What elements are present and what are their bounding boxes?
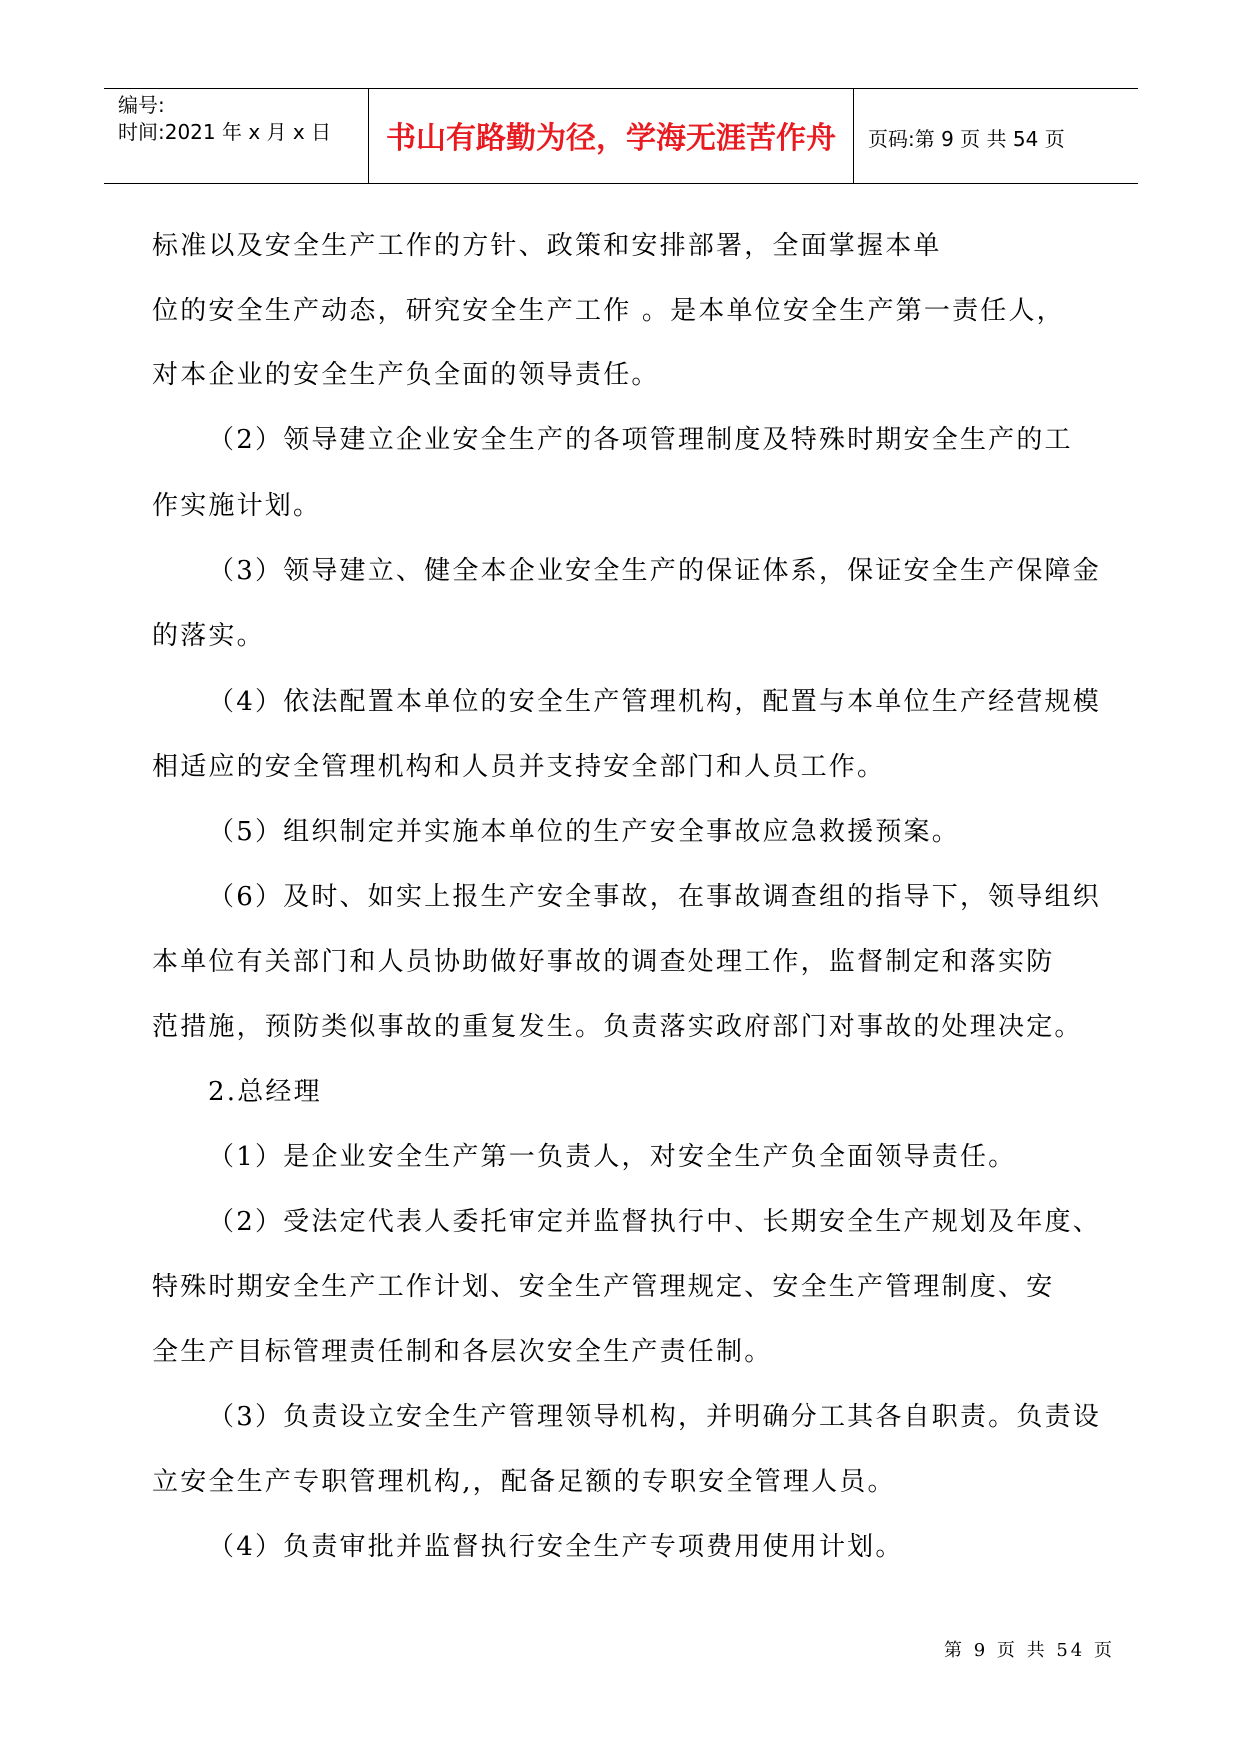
body-line: （4）依法配置本单位的安全生产管理机构，配置与本单位生产经营规模 (208, 687, 1101, 717)
body-line: （4）负责审批并监督执行安全生产专项费用使用计划。 (208, 1532, 904, 1562)
body-line: （2）领导建立企业安全生产的各项管理制度及特殊时期安全生产的工 (208, 425, 1073, 455)
body-line: 立安全生产专职管理机构,，配备足额的专职安全管理人员。 (152, 1467, 896, 1497)
body-line: 位的安全生产动态，研究安全生产工作 。是本单位安全生产第一责任人， (152, 296, 1065, 326)
body-line: 对本企业的安全生产负全面的领导责任。 (152, 360, 660, 390)
body-line: 标准以及安全生产工作的方针、政策和安排部署，全面掌握本单 (152, 231, 942, 261)
header-page-number: 页码:第 9 页 共 54 页 (868, 127, 1065, 151)
body-line: 的落实。 (152, 621, 265, 651)
body-line: 相适应的安全管理机构和人员并支持安全部门和人员工作。 (152, 752, 886, 782)
body-line: 全生产目标管理责任制和各层次安全生产责任制。 (152, 1337, 773, 1367)
body-line: 本单位有关部门和人员协助做好事故的调查处理工作，监督制定和落实防 (152, 947, 1055, 977)
body-line: （3）领导建立、健全本企业安全生产的保证体系，保证安全生产保障金 (208, 556, 1101, 586)
body-line: （2）受法定代表人委托审定并监督执行中、长期安全生产规划及年度、 (208, 1207, 1101, 1237)
body-line: （5）组织制定并实施本单位的生产安全事故应急救援预案。 (208, 817, 960, 847)
document-number-label: 编号: (118, 93, 165, 117)
header-page-cell (854, 89, 1138, 183)
body-line: （3）负责设立安全生产管理领导机构，并明确分工其各自职责。负责设 (208, 1402, 1101, 1432)
page-header (104, 88, 1138, 184)
body-line: 作实施计划。 (152, 491, 322, 521)
body-line: 特殊时期安全生产工作计划、安全生产管理规定、安全生产管理制度、安 (152, 1272, 1055, 1302)
body-line: （6）及时、如实上报生产安全事故，在事故调查组的指导下，领导组织 (208, 882, 1101, 912)
header-motto-cell (368, 89, 854, 183)
page-footer: 第 9 页 共 54 页 (944, 1640, 1115, 1661)
section-heading: 2.总经理 (208, 1077, 322, 1107)
header-info-cell (104, 89, 368, 183)
body-line: 范措施，预防类似事故的重复发生。负责落实政府部门对事故的处理决定。 (152, 1012, 1083, 1042)
document-time-label: 时间:2021 年 x 月 x 日 (118, 120, 332, 144)
header-motto: 书山有路勤为径，学海无涯苦作舟 (386, 121, 836, 156)
body-line: （1）是企业安全生产第一负责人，对安全生产负全面领导责任。 (208, 1142, 1017, 1172)
